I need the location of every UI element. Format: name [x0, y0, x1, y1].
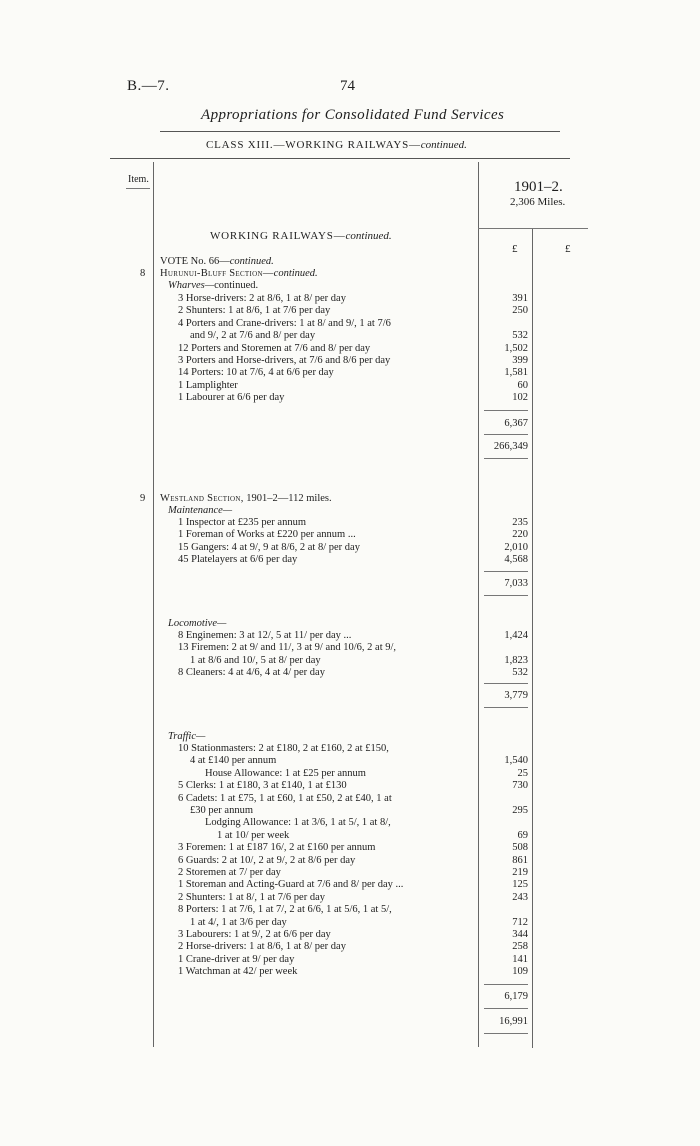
line-item-amount: 1,581 [504, 367, 528, 379]
line-item-text: 1 Inspector at £235 per annum [178, 517, 307, 528]
traffic-total: 6,179 [504, 991, 528, 1002]
pound-sign-2: £ [565, 243, 571, 255]
line-item-text: 1 Crane-driver at 9/ per day [178, 953, 295, 965]
second-amount-divider [532, 228, 533, 1048]
item-title: Hurunui-Bluff Section—continued. [160, 268, 318, 279]
line-item-amount: 1,823 [504, 654, 528, 666]
subtotal-rule [484, 410, 528, 411]
line-item-text: and 9/, 2 at 7/6 and 8/ per day [190, 330, 316, 342]
grand-total-rule [484, 1033, 528, 1034]
line-item-text: 13 Firemen: 2 at 9/ and 11/, 3 at 9/ and 10/6, 2 at 9/, [178, 642, 397, 654]
total-rule [484, 458, 528, 459]
line-item-text: 8 Enginemen: 3 at 12/, 5 at 11/ per day ... [178, 630, 352, 641]
total-amount: 266,349 [493, 441, 528, 452]
locomotive-rule-bottom [484, 707, 528, 708]
title-rule [160, 131, 560, 132]
maintenance-total: 7,033 [504, 578, 528, 589]
line-item-text: 1 Labourer at 6/6 per day [178, 392, 285, 404]
line-item-text: 14 Porters: 10 at 7/6, 4 at 6/6 per day [178, 367, 334, 379]
line-item-amount: 295 [512, 805, 528, 816]
line-item-text: 1 at 10/ per week [217, 829, 290, 841]
line-item-text: £30 per annum [190, 805, 253, 816]
line-item-amount: 712 [512, 916, 528, 928]
line-item-amount: 60 [517, 379, 528, 391]
class-heading: CLASS XIII.—WORKING RAILWAYS—continued. [206, 139, 467, 151]
section-heading: WORKING RAILWAYS—continued. [210, 230, 392, 242]
subtotal-amount: 6,367 [504, 418, 528, 429]
line-item-text: 1 at 8/6 and 10/, 5 at 8/ per day [190, 654, 321, 666]
maintenance-rule-bottom [484, 595, 528, 596]
maintenance-heading: Maintenance— [168, 505, 233, 516]
line-item-text: 4 Porters and Crane-drivers: 1 at 8/ and 9/, 1 at 7/6 [178, 317, 391, 329]
sub-heading: Wharves—continued. [168, 280, 259, 291]
line-item-text: Lodging Allowance: 1 at 3/6, 1 at 5/, 1 at 8/, [205, 817, 391, 829]
line-item-text: 2 Shunters: 1 at 8/, 1 at 7/6 per day [178, 891, 325, 903]
line-item-amount: 1,540 [504, 755, 528, 767]
line-item-amount: 532 [512, 667, 528, 679]
line-item-text: 3 Labourers: 1 at 9/, 2 at 6/6 per day [178, 929, 331, 940]
line-item-text: 15 Gangers: 4 at 9/, 9 at 8/6, 2 at 8/ per day [178, 541, 360, 553]
line-item-text: 4 at £140 per annum [190, 755, 277, 767]
line-item-amount: 344 [512, 929, 528, 940]
locomotive-heading: Locomotive— [168, 618, 227, 629]
traffic-rule [484, 984, 528, 985]
line-item-text: 6 Cadets: 1 at £75, 1 at £60, 1 at £50, 2 at £40, 1 at [178, 792, 392, 804]
maintenance-rule [484, 571, 528, 572]
line-item-amount: 861 [512, 854, 528, 866]
line-item-amount: 391 [512, 293, 528, 304]
line-item-amount: 219 [512, 867, 528, 878]
page-title: Appropriations for Consolidated Fund Services [201, 107, 505, 123]
line-item-amount: 220 [512, 529, 528, 541]
line-item-amount: 2,010 [504, 541, 528, 553]
line-item-text: 45 Platelayers at 6/6 per day [178, 554, 298, 566]
year-header-rule [478, 228, 588, 229]
subtotal-rule-bottom [484, 434, 528, 435]
document-code: B.—7. [127, 78, 170, 94]
line-item-text: 6 Guards: 2 at 10/, 2 at 9/, 2 at 8/6 per day [178, 854, 356, 866]
line-item-amount: 532 [512, 330, 528, 342]
year-heading: 1901–2. [514, 179, 563, 195]
line-item-amount: 25 [517, 767, 528, 779]
line-item-text: 1 Lamplighter [178, 379, 238, 391]
line-item-amount: 125 [512, 879, 528, 891]
line-item-text: 10 Stationmasters: 2 at £180, 2 at £160, 2 at £150, [178, 743, 389, 754]
line-item-text: 3 Foremen: 1 at £187 16/, 2 at £160 per annum [178, 842, 376, 854]
line-item-text: 1 Watchman at 42/ per week [178, 966, 298, 978]
line-item-amount: 243 [512, 891, 528, 903]
line-item-amount: 258 [512, 941, 528, 953]
line-item-amount: 508 [512, 842, 528, 854]
locomotive-rule [484, 683, 528, 684]
line-item-text: 5 Clerks: 1 at £180, 3 at £140, 1 at £130 [178, 780, 347, 792]
line-item-text: 8 Cleaners: 4 at 4/6, 4 at 4/ per day [178, 667, 325, 679]
item-column-label: Item. [128, 174, 149, 185]
item-number: 8 [140, 268, 146, 279]
line-item-amount: 69 [517, 829, 528, 841]
line-item-amount: 235 [512, 517, 528, 528]
line-item-text: 8 Porters: 1 at 7/6, 1 at 7/, 2 at 6/6, 1 at 5/6, 1 at 5/, [178, 904, 392, 916]
item-number: 9 [140, 493, 146, 504]
item-title: Westland Section, 1901–2—112 miles. [160, 493, 332, 504]
line-item-amount: 250 [512, 305, 528, 317]
line-item-text: 1 Storeman and Acting-Guard at 7/6 and 8/ per day ... [178, 879, 404, 891]
line-item-amount: 1,424 [504, 630, 528, 641]
line-item-text: 3 Horse-drivers: 2 at 8/6, 1 at 8/ per day [178, 293, 346, 304]
pound-sign-1: £ [512, 243, 518, 255]
line-item-text: 1 at 4/, 1 at 3/6 per day [190, 916, 287, 928]
line-item-text: 2 Storemen at 7/ per day [178, 867, 281, 878]
line-item-text: 2 Horse-drivers: 1 at 8/6, 1 at 8/ per day [178, 941, 346, 953]
vote-label: VOTE No. 66—continued. [160, 256, 274, 267]
line-item-text: 1 Foreman of Works at £220 per annum ... [178, 529, 356, 541]
line-item-text: 12 Porters and Storemen at 7/6 and 8/ per day [178, 342, 371, 354]
item-label-rule [126, 188, 150, 189]
grand-total: 16,991 [499, 1016, 528, 1027]
line-item-amount: 109 [512, 966, 528, 978]
miles-heading: 2,306 Miles. [510, 196, 566, 208]
line-item-amount: 141 [512, 953, 528, 965]
line-item-text: 2 Shunters: 1 at 8/6, 1 at 7/6 per day [178, 305, 331, 317]
traffic-rule-bottom [484, 1008, 528, 1009]
table-top-rule [110, 158, 570, 159]
page-number: 74 [340, 78, 355, 94]
traffic-heading: Traffic— [168, 731, 206, 742]
line-item-amount: 399 [512, 355, 528, 366]
locomotive-total: 3,779 [504, 690, 528, 701]
line-item-text: House Allowance: 1 at £25 per annum [205, 767, 366, 779]
line-item-amount: 730 [512, 780, 528, 792]
line-item-amount: 4,568 [504, 554, 528, 566]
line-item-text: 3 Porters and Horse-drivers, at 7/6 and 8/6 per day [178, 355, 391, 366]
line-item-amount: 102 [512, 392, 528, 404]
line-item-amount: 1,502 [504, 342, 528, 354]
item-column-divider [153, 162, 154, 1047]
